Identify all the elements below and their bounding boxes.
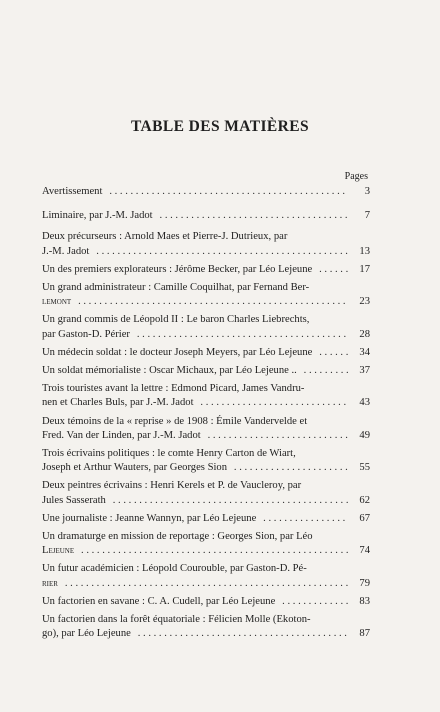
toc-entry-title: Une journaliste : Jeanne Wannyn, par Léo Lejeune (42, 512, 257, 524)
page-title: TABLE DES MATIÈRES (130, 118, 310, 135)
toc-entry (42, 415, 370, 443)
toc-entry (42, 346, 370, 360)
toc-entry-title: Lejeune (42, 545, 75, 557)
leader-dots (134, 328, 348, 342)
toc-entry-page: 67 (359, 512, 370, 524)
toc-entry-title: Fred. Van der Linden, par J.-M. Jadot (42, 429, 201, 441)
leader-dots (135, 627, 348, 641)
toc-entry (42, 512, 370, 526)
leader-dots (75, 295, 348, 309)
toc-entry-page: 83 (359, 595, 370, 607)
toc-entries (42, 185, 370, 641)
toc-entry-page: 62 (359, 494, 370, 506)
toc-entry-page: 17 (359, 263, 370, 275)
leader-dots (301, 364, 348, 378)
toc-entry-text: Deux témoins de la « reprise » de 1908 : Émile Vandervelde et (42, 415, 308, 427)
toc-entry-text: Deux précurseurs : Arnold Maes et Pierre-J. Dutrieux, par (42, 231, 288, 243)
toc-entry-text: Un dramaturge en mission de reportage : Georges Sion, par Léo (42, 531, 313, 543)
pages-column-label: Pages (344, 171, 368, 182)
toc-entry-page: 23 (359, 296, 370, 308)
toc-entry-title: Un des premiers explorateurs : Jérôme Becker, par Léo Lejeune (42, 263, 313, 275)
toc-entry-title: Un factorien en savane : C. A. Cudell, par Léo Lejeune (42, 595, 276, 607)
toc-entry (42, 530, 370, 558)
toc-entry-page: 28 (359, 328, 370, 340)
toc-entry-text: Un futur académicien : Léopold Courouble, par Gaston-D. Pé- (42, 563, 307, 575)
toc-entry-title: go), par Léo Lejeune (42, 628, 131, 640)
toc-entry (42, 562, 370, 590)
leader-dots (93, 245, 348, 259)
toc-entry (42, 364, 370, 378)
toc-entry (42, 230, 370, 258)
toc-entry (42, 479, 370, 507)
leader-dots (316, 346, 348, 360)
leader-dots (157, 209, 348, 223)
leader-dots (231, 461, 348, 475)
toc-entry-page: 55 (359, 462, 370, 474)
toc-entry-text: Trois touristes avant la lettre : Edmond Picard, James Vandru- (42, 383, 305, 395)
leader-dots (316, 263, 348, 277)
toc-entry-text: Un grand administrateur : Camille Coquilhat, par Fernand Ber- (42, 282, 310, 294)
toc-entry-page: 87 (359, 628, 370, 640)
toc-entry (42, 613, 370, 641)
toc-entry-page: 49 (359, 429, 370, 441)
leader-dots (260, 512, 348, 526)
toc-entry-text: Deux peintres écrivains : Henri Kerels et P. de Vaucleroy, par (42, 480, 302, 492)
toc-entry-title: Avertissement (42, 186, 103, 197)
leader-dots (198, 396, 348, 410)
toc-entry-page: 43 (359, 397, 370, 409)
leader-dots (279, 595, 348, 609)
toc-entry (42, 263, 370, 277)
toc-entry-text: Un factorien dans la forêt équatoriale : Félicien Molle (Ekoton- (42, 614, 311, 626)
toc-entry-title: rier (42, 577, 58, 589)
leader-dots (110, 494, 348, 508)
toc-entry-page: 13 (359, 245, 370, 257)
toc-entry-text: Trois écrivains politiques : le comte Henry Carton de Wiart, (42, 448, 296, 460)
leader-dots (78, 544, 348, 558)
toc-entry-title: nen et Charles Buls, par J.-M. Jadot (42, 397, 194, 409)
toc-entry-page: 7 (364, 210, 370, 222)
toc-entry-title: Un médecin soldat : le docteur Joseph Meyers, par Léo Lejeune (42, 346, 313, 358)
toc-entry (42, 595, 370, 609)
toc-entry-title: J.-M. Jadot (42, 245, 90, 257)
toc-entry (42, 281, 370, 309)
leader-dots (106, 185, 348, 199)
toc-entry-text: Un grand commis de Léopold II : Le baron Charles Liebrechts, (42, 314, 310, 326)
toc-entry-title: par Gaston-D. Périer (42, 328, 130, 340)
toc-entry (42, 313, 370, 341)
toc-entry (42, 382, 370, 410)
toc-entry-page: 74 (359, 545, 370, 557)
toc-entry (42, 209, 370, 223)
toc-entry-page: 34 (359, 346, 370, 358)
toc-entry-title: Liminaire, par J.-M. Jadot (42, 210, 153, 222)
toc-entry-page: 3 (364, 186, 370, 197)
toc-entry-title: Joseph et Arthur Wauters, par Georges Sion (42, 462, 227, 474)
toc-entry-page: 37 (359, 365, 370, 377)
leader-dots (62, 577, 348, 591)
toc-entry-page: 79 (359, 577, 370, 589)
toc-entry (42, 447, 370, 475)
toc-entry (42, 185, 370, 199)
toc-entry-title: Jules Sasserath (42, 494, 106, 506)
toc-entry-title: Un soldat mémorialiste : Oscar Michaux, par Léo Lejeune .. (42, 365, 297, 377)
leader-dots (205, 429, 348, 443)
toc-entry-title: lemont (42, 296, 72, 308)
